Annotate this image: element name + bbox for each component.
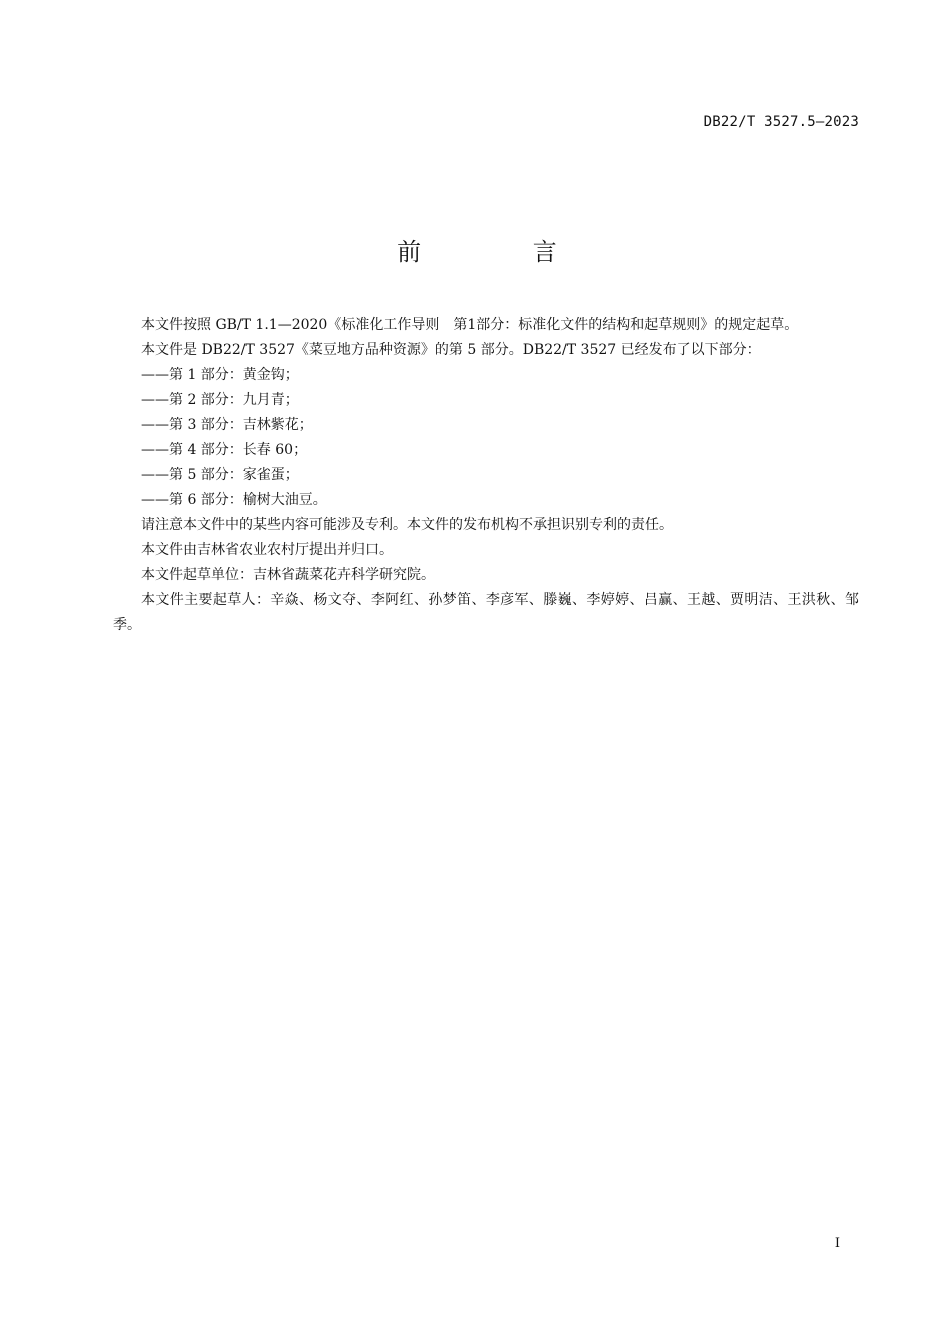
page-number: I [834, 1236, 840, 1251]
list-item: ——第 1 部分：黄金钩； [141, 367, 299, 383]
paragraph-drafting-unit: 本文件起草单位：吉林省蔬菜花卉科学研究院。 [141, 567, 435, 583]
paragraph-drafting-rules: 本文件按照 GB/T 1.1—2020《标准化工作导则 第1部分：标准化文件的结构和起草规则》的规定起草。 [141, 317, 799, 333]
paragraph-series-intro: 本文件是 DB22/T 3527《菜豆地方品种资源》的第 5 部分。DB22/T 3527 已经发布了以下部分： [141, 342, 761, 358]
list-item: ——第 2 部分：九月青； [141, 392, 299, 408]
document-code: DB22/T 3527.5—2023 [703, 114, 859, 130]
list-item: ——第 3 部分：吉林紫花； [141, 417, 313, 433]
parts-list [113, 363, 859, 513]
paragraph-proposer: 本文件由吉林省农业农村厅提出并归口。 [141, 542, 393, 558]
list-item: ——第 5 部分：家雀蛋； [141, 467, 299, 483]
foreword-body [113, 313, 859, 638]
paragraph-drafters: 本文件主要起草人：辛焱、杨文夺、李阿红、孙梦笛、李彦军、滕巍、李婷婷、吕赢、王越、贾明洁、王洪秋、邹季。 [113, 592, 859, 633]
page-title: 前 言 [397, 238, 609, 266]
list-item: ——第 6 部分：榆树大油豆。 [141, 492, 327, 508]
list-item: ——第 4 部分：长春 60； [141, 442, 308, 458]
paragraph-patent-notice: 请注意本文件中的某些内容可能涉及专利。本文件的发布机构不承担识别专利的责任。 [141, 517, 673, 533]
